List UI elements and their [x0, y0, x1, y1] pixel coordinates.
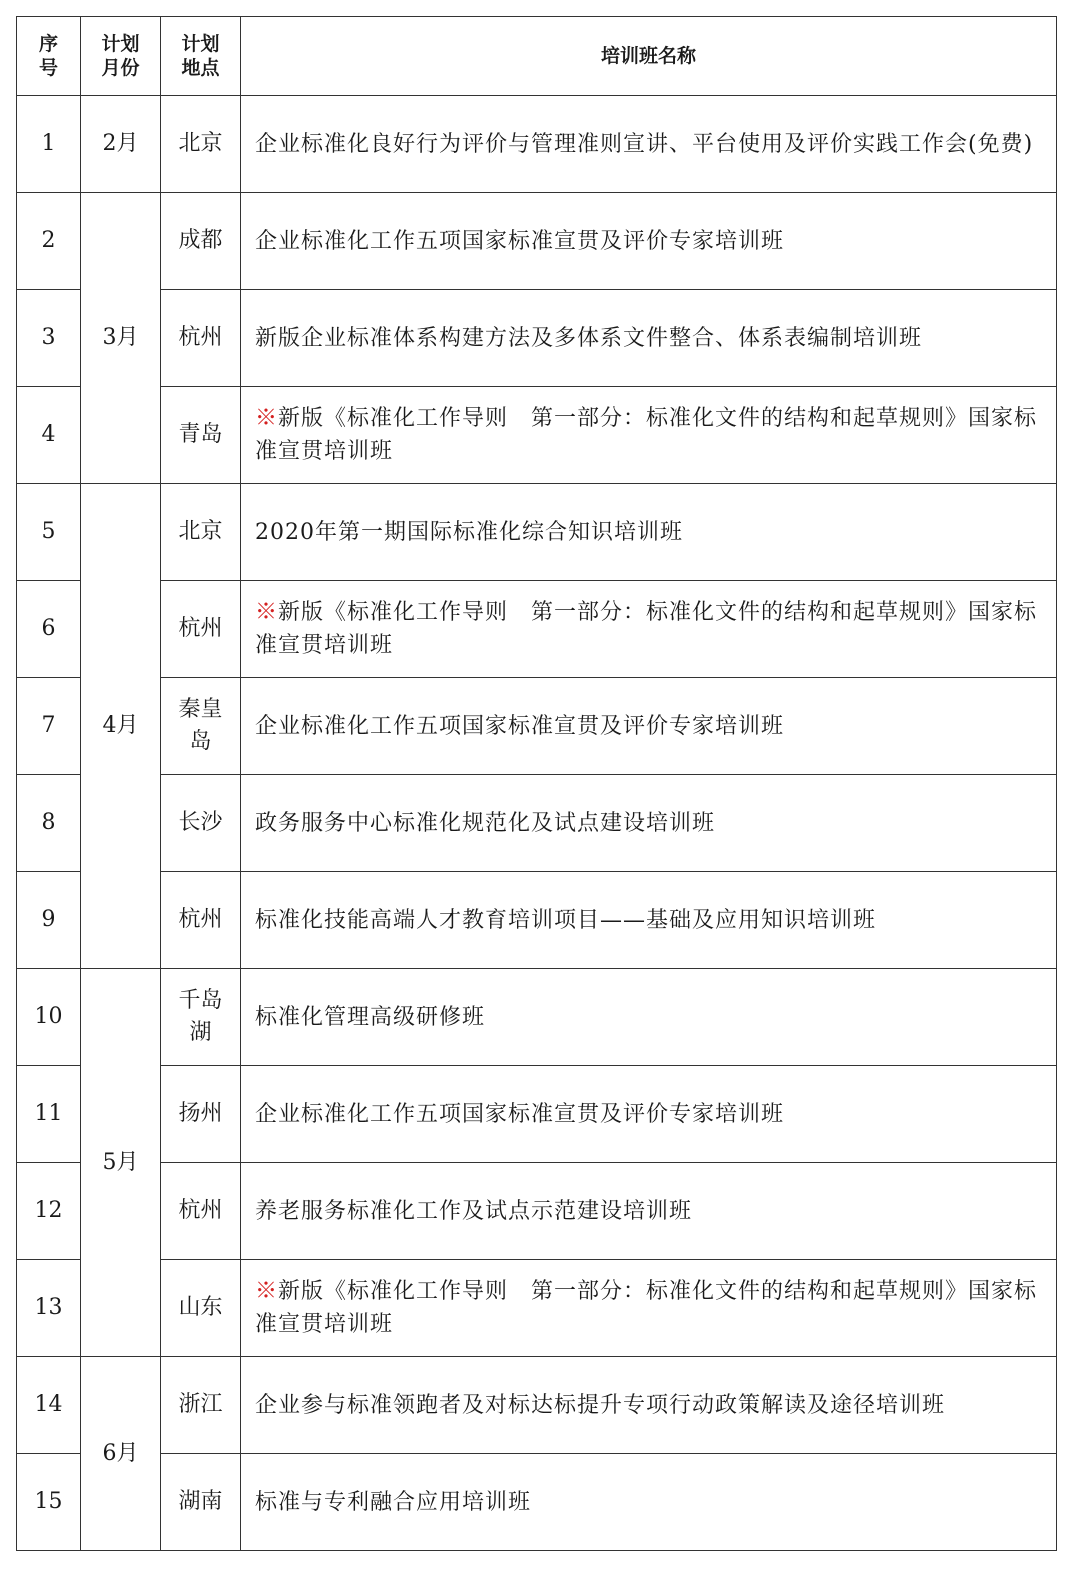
row-number: 12	[17, 1163, 81, 1260]
row-number: 13	[17, 1260, 81, 1357]
header-course-name: 培训班名称	[241, 17, 1057, 96]
location-cell: 千岛湖	[161, 969, 241, 1066]
location-cell: 长沙	[161, 775, 241, 872]
row-number: 8	[17, 775, 81, 872]
new-mark: ※	[255, 1279, 279, 1304]
location-cell: 北京	[161, 96, 241, 193]
course-name-cell: 2020年第一期国际标准化综合知识培训班	[241, 484, 1057, 581]
course-name-cell: 企业标准化工作五项国家标准宣贯及评价专家培训班	[241, 1066, 1057, 1163]
course-name-cell: 新版企业标准体系构建方法及多体系文件整合、体系表编制培训班	[241, 290, 1057, 387]
row-number: 15	[17, 1454, 81, 1551]
new-mark: ※	[255, 600, 279, 625]
course-name-cell: 养老服务标准化工作及试点示范建设培训班	[241, 1163, 1057, 1260]
header-planned-month: 计划月份	[81, 17, 161, 96]
location-cell: 秦皇岛	[161, 678, 241, 775]
course-name-cell: ※新版《标准化工作导则 第一部分：标准化文件的结构和起草规则》国家标准宣贯培训班	[241, 581, 1057, 678]
table-row	[17, 484, 1057, 581]
row-number: 2	[17, 193, 81, 290]
location-cell: 青岛	[161, 387, 241, 484]
course-name-cell: 企业标准化工作五项国家标准宣贯及评价专家培训班	[241, 193, 1057, 290]
table-row	[17, 581, 1057, 678]
table-row	[17, 96, 1057, 193]
table-row	[17, 1066, 1057, 1163]
month-cell: 3月	[81, 193, 161, 484]
row-number: 11	[17, 1066, 81, 1163]
row-number: 6	[17, 581, 81, 678]
table-row	[17, 387, 1057, 484]
course-name-cell: 企业标准化良好行为评价与管理准则宣讲、平台使用及评价实践工作会(免费)	[241, 96, 1057, 193]
header-planned-location: 计划地点	[161, 17, 241, 96]
month-cell: 2月	[81, 96, 161, 193]
table-row	[17, 1454, 1057, 1551]
month-cell: 5月	[81, 969, 161, 1357]
location-cell: 湖南	[161, 1454, 241, 1551]
new-mark: ※	[255, 406, 279, 431]
location-cell: 杭州	[161, 581, 241, 678]
training-schedule-page	[16, 16, 1056, 1551]
row-number: 9	[17, 872, 81, 969]
row-number: 10	[17, 969, 81, 1066]
row-number: 5	[17, 484, 81, 581]
table-row	[17, 775, 1057, 872]
row-number: 3	[17, 290, 81, 387]
course-name-cell: 企业标准化工作五项国家标准宣贯及评价专家培训班	[241, 678, 1057, 775]
row-number: 14	[17, 1357, 81, 1454]
table-row	[17, 1357, 1057, 1454]
course-name-cell: 标准化技能高端人才教育培训项目——基础及应用知识培训班	[241, 872, 1057, 969]
location-cell: 成都	[161, 193, 241, 290]
location-cell: 杭州	[161, 1163, 241, 1260]
month-cell: 4月	[81, 484, 161, 969]
course-name-cell: 标准化管理高级研修班	[241, 969, 1057, 1066]
header-serial-number: 序号	[17, 17, 81, 96]
row-number: 7	[17, 678, 81, 775]
course-name-cell: 政务服务中心标准化规范化及试点建设培训班	[241, 775, 1057, 872]
table-row	[17, 1260, 1057, 1357]
table-row	[17, 969, 1057, 1066]
course-name-cell: ※新版《标准化工作导则 第一部分：标准化文件的结构和起草规则》国家标准宣贯培训班	[241, 1260, 1057, 1357]
row-number: 1	[17, 96, 81, 193]
table-row	[17, 1163, 1057, 1260]
month-cell: 6月	[81, 1357, 161, 1551]
course-name-cell: 企业参与标准领跑者及对标达标提升专项行动政策解读及途径培训班	[241, 1357, 1057, 1454]
table-header-row	[17, 17, 1057, 96]
location-cell: 北京	[161, 484, 241, 581]
course-name-cell: 标准与专利融合应用培训班	[241, 1454, 1057, 1551]
location-cell: 扬州	[161, 1066, 241, 1163]
location-cell: 杭州	[161, 872, 241, 969]
course-name-cell: ※新版《标准化工作导则 第一部分：标准化文件的结构和起草规则》国家标准宣贯培训班	[241, 387, 1057, 484]
table-row	[17, 290, 1057, 387]
table-row	[17, 193, 1057, 290]
location-cell: 浙江	[161, 1357, 241, 1454]
training-schedule-table	[16, 16, 1057, 1551]
row-number: 4	[17, 387, 81, 484]
location-cell: 杭州	[161, 290, 241, 387]
table-row	[17, 872, 1057, 969]
location-cell: 山东	[161, 1260, 241, 1357]
table-row	[17, 678, 1057, 775]
